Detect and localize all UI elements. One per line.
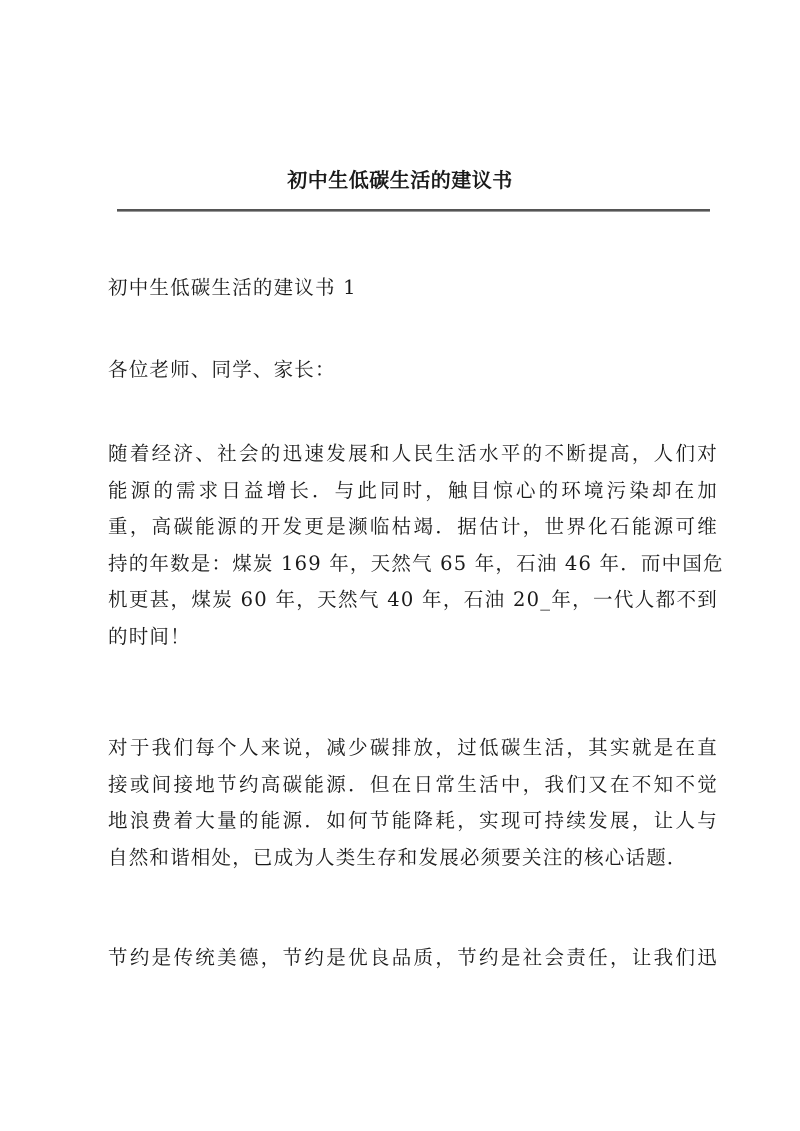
paragraph-line: 机更甚，煤炭 60 年，天然气 40 年，石油 20_年，一代人都不到	[108, 588, 718, 611]
document-title: 初中生低碳生活的建议书	[287, 168, 513, 192]
title-divider	[117, 209, 710, 212]
paragraph-line: 持的年数是：煤炭 169 年，天然气 65 年，石油 46 年．而中国危	[108, 551, 724, 575]
section-heading	[108, 270, 718, 307]
salutation	[108, 352, 718, 389]
section-heading-text: 初中生低碳生活的建议书 1	[108, 276, 357, 299]
paragraph-line: 接或间接地节约高碳能源．但在日常生活中，我们又在不知不觉	[108, 772, 718, 796]
paragraph-line: 重，高碳能源的开发更是濒临枯竭．据估计，世界化石能源可维	[108, 515, 718, 538]
paragraph-line: 地浪费着大量的能源．如何节能降耗，实现可持续发展，让人与	[108, 809, 718, 832]
paragraph-line: 随着经济、社会的迅速发展和人民生活水平的不断提高，人们对	[108, 442, 718, 465]
paragraph-line: 节约是传统美德，节约是优良品质，节约是社会责任，让我们迅	[108, 946, 718, 969]
paragraph-line: 对于我们每个人来说，减少碳排放，过低碳生活，其实就是在直	[108, 736, 718, 759]
paragraph-line: 自然和谐相处，已成为人类生存和发展必须要关注的核心话题．	[108, 845, 688, 869]
paragraph-line: 能源的需求日益增长．与此同时，触目惊心的环境污染却在加	[108, 478, 718, 502]
paragraph-2	[108, 730, 718, 876]
salutation-text: 各位老师、同学、家长：	[108, 358, 336, 381]
paragraph-3	[108, 940, 718, 977]
paragraph-line: 的时间！	[108, 624, 191, 648]
paragraph-1	[108, 436, 724, 655]
